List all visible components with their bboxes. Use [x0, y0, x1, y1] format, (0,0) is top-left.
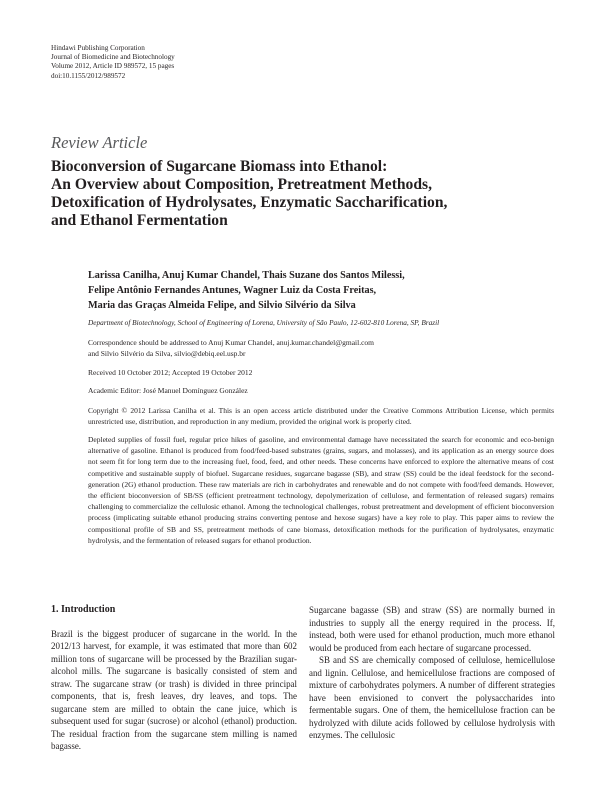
correspondence-line: Correspondence should be addressed to Anuj Kumar Chandel, anuj.kumar.chandel@gmail.com	[88, 338, 375, 347]
journal-header	[51, 44, 175, 81]
copyright-notice: Copyright © 2012 Larissa Canilha et al. This is an open access article distributed under the Creative Commons Attribution License, which permits unrestricted use, distribution, and reproduction in any medium, provided the original work is properly cited.	[88, 406, 554, 427]
academic-editor: Academic Editor: José Manuel Domínguez González	[88, 386, 248, 395]
affiliation: Department of Biotechnology, School of Engineering of Lorena, University of São Paulo, 12-602-810 Lorena, SP, Brazil	[88, 318, 440, 327]
correspondence-line: and Silvio Silvério da Silva, silvio@debiq.eel.usp.br	[88, 349, 246, 359]
left-column	[51, 604, 297, 753]
title-line: Bioconversion of Sugarcane Biomass into Ethanol:	[51, 158, 388, 175]
intro-paragraph: Brazil is the biggest producer of sugarcane in the world. In the 2012/13 harvest, for example, it was estimated that more than 602 million tons of sugarcane will be processed by the Brazilian sugar-alcohol mills. The sugarcane is basically consisted of stem and straw. The sugarcane straw (or trash) is divided in three principal components, that is, fresh leaves, dry leaves, and tops. The sugarcane stem are milled to obtain the cane juice, which is subsequent used for sugar (sucrose) or alcohol (ethanol) production. The residual fraction from the sugarcane stem milling is named bagasse.	[51, 628, 297, 751]
body-paragraph: SB and SS are chemically composed of cellulose, hemicellulose and lignin. Cellulose, and hemicellulose fractions are composed of mixture of carbohydrates polymers. A number of different strategies have been envisioned to convert the polysaccharides into fermentable sugars. One of them, the hemicellulose fraction can be hydrolyzed with dilute acids followed by cellulose hydrolysis with enzymes. The cellulosic	[309, 655, 555, 740]
received-dates: Received 10 October 2012; Accepted 19 October 2012	[88, 368, 253, 377]
title-line: An Overview about Composition, Pretreatment Methods,	[51, 176, 432, 193]
correspondence	[88, 337, 554, 359]
publisher: Hindawi Publishing Corporation	[51, 44, 145, 52]
right-column	[309, 604, 555, 742]
title-line: and Ethanol Fermentation	[51, 212, 228, 229]
doi: doi:10.1155/2012/989572	[51, 71, 126, 80]
journal-name: Journal of Biomedicine and Biotechnology	[51, 53, 175, 62]
title-line: Detoxification of Hydrolysates, Enzymatic Saccharification,	[51, 194, 448, 211]
article-title	[51, 158, 571, 230]
section-heading: 1. Introduction	[51, 604, 116, 615]
author-list	[88, 268, 554, 313]
author-line: Larissa Canilha, Anuj Kumar Chandel, Thais Suzane dos Santos Milessi,	[88, 270, 405, 281]
volume-line: Volume 2012, Article ID 989572, 15 pages	[51, 62, 175, 71]
abstract: Depleted supplies of fossil fuel, regular price hikes of gasoline, and environmental damage have necessitated the search for economic and eco-benign alternative of gasoline. Ethanol is produced from food/feed-based substrates (grains, sugars, and molasses), and its application as an energy source does not seem fit for long term due to the increasing fuel, food, feed, and other needs. These concerns have enforced to explore the alternative means of cost competitive and sustainable supply of biofuel. Sugarcane residues, sugarcane bagasse (SB), and straw (SS) could be the ideal feedstock for the second-generation (2G) ethanol production. These raw materials are rich in carbohydrates and renewable and do not compete with food/feed demands. However, the efficient bioconversion of SB/SS (efficient pretreatment technology, depolymerization of cellulose, and fermentation of released sugars) remains challenging to commercialize the cellulosic ethanol. Among the technological challenges, robust pretreatment and development of efficient bioconversion process (implicating suitable ethanol producing strains converting pentose and hexose sugars) have a key role to play. This paper aims to review the compositional profile of SB and SS, pretreatment methods of cane biomass, detoxification methods for the purification of hydrolysates, enzymatic hydrolysis, and the fermentation of released sugars for ethanol production.	[88, 435, 554, 545]
body-paragraph: Sugarcane bagasse (SB) and straw (SS) are normally burned in industries to supply all the energy required in the process. If, instead, both were used for ethanol production, much more ethanol would be produced from each hectare of sugarcane processed.	[309, 605, 555, 653]
author-line: Felipe Antônio Fernandes Antunes, Wagner Luiz da Costa Freitas,	[88, 285, 377, 296]
author-line: Maria das Graças Almeida Felipe, and Silvio Silvério da Silva	[88, 300, 356, 311]
article-type: Review Article	[51, 133, 148, 152]
